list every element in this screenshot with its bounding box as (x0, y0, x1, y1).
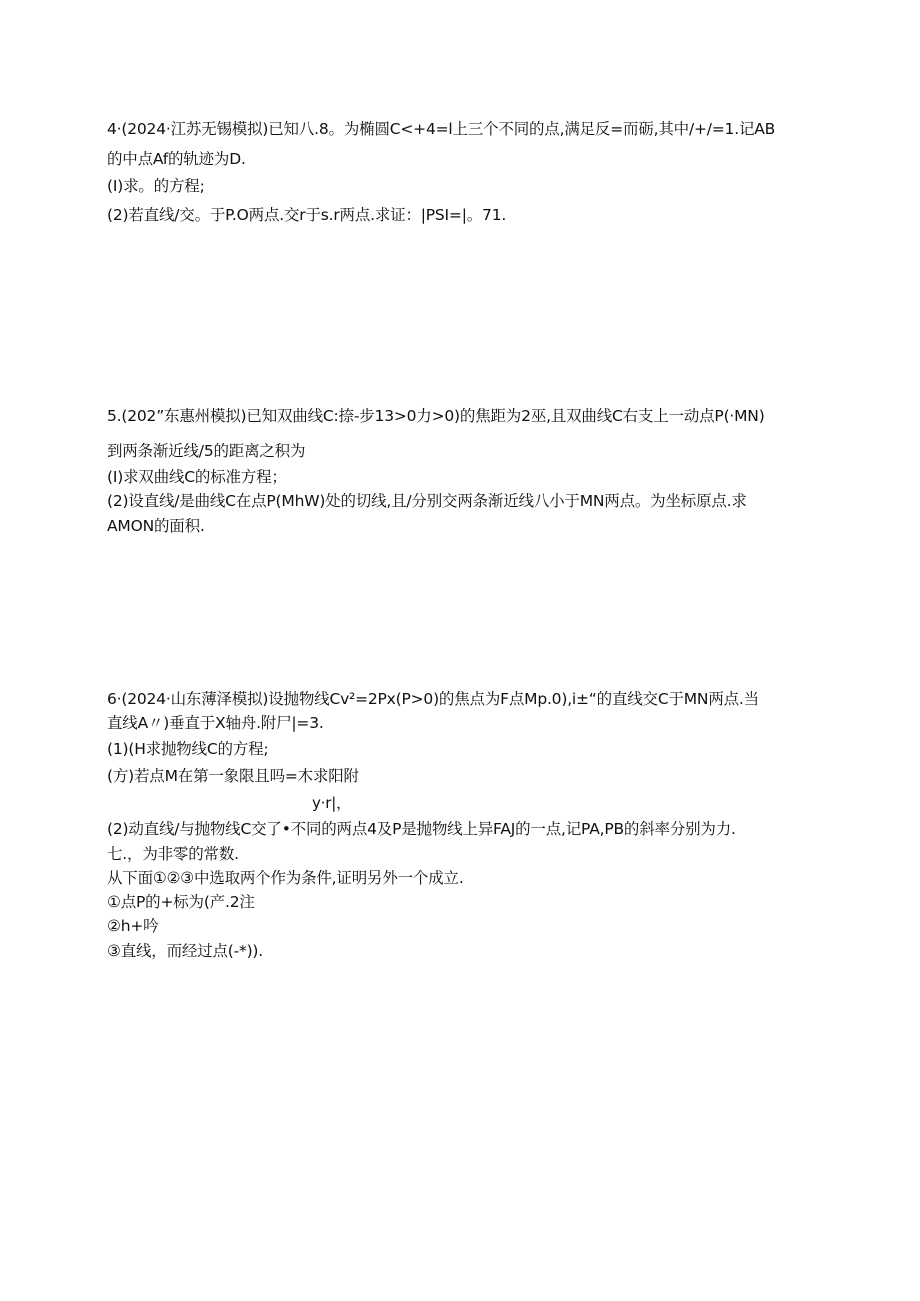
problem-4-part-1: (I)求。的方程; (107, 177, 205, 195)
problem-6-part-1-ii: (方)若点M在第一象限且吗=木求阳附 (107, 767, 359, 785)
problem-5-part-2: (2)设直线/是曲线C在点P(MhW)处的切线,且/分别交两条渐近线八小于MN两点。为坐标原点.求 (107, 492, 747, 510)
problem-6-line-2: 直线A〃)垂直于X轴舟.附尸|=3. (107, 714, 324, 732)
problem-6-part-1-i: (1)(H求抛物线C的方程; (107, 740, 269, 758)
problem-6-instruction: 从下面①②③中选取两个作为条件,证明另外一个成立. (107, 869, 464, 887)
problem-6-condition-1: ①点P的+标为(产.2注 (107, 893, 255, 911)
problem-4-line-1: 4·(2024·江苏无锡模拟)已知八.8。为椭圆C<+4=l上三个不同的点,满足反=而砺,其中/+/=1.记AB (107, 120, 776, 138)
problem-6-line-1: 6·(2024·山东薄泽模拟)设抛物线Cv²=2Px(P>0)的焦点为F点Mp.0),i±“的直线交C于MN两点.当 (107, 690, 759, 708)
problem-6-part-2: (2)动直线/与抛物线C交了•不同的两点4及P是抛物线上异FAJ的一点,记PA,PB的斜率分别为力. (107, 820, 736, 838)
problem-4-part-2: (2)若直线/交。于P.O两点.交r于s.r两点.求证：|PSI=|。71. (107, 206, 507, 224)
problem-4-line-2: 的中点Af的轨迹为D. (107, 150, 246, 168)
problem-6-part-2-cont: 七.，为非零的常数. (107, 845, 239, 863)
problem-6-fragment: y·r|， (312, 794, 351, 812)
problem-6-condition-3: ③直线，而经过点(-*)). (107, 942, 264, 960)
problem-5-line-2: 到两条渐近线/5的距离之积为 (107, 442, 306, 460)
problem-5-line-1: 5.(202”东惠州模拟)已知双曲线C:捺-步13>0力>0)的焦距为2巫,且双曲线C右支上一动点P(·MN) (107, 407, 765, 425)
problem-5-part-2-cont: AMON的面积. (107, 517, 205, 535)
problem-5-part-1: (I)求双曲线C的标准方程； (107, 468, 287, 486)
problem-6-condition-2: ②h+吟 (107, 917, 159, 935)
